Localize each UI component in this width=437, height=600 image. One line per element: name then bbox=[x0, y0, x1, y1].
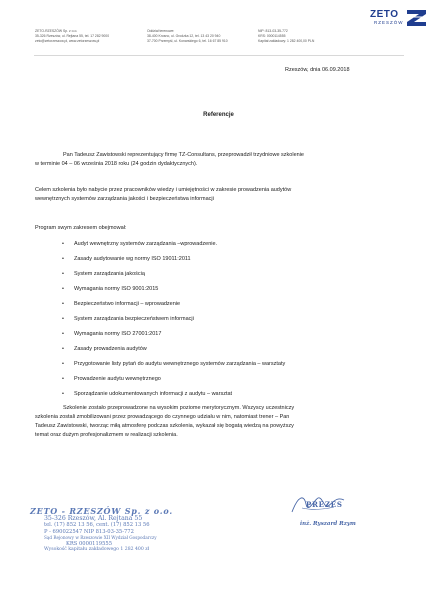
bullet-icon: • bbox=[62, 361, 64, 367]
closing-line-3: Tadeusz Zawistowski, tworząc miłą atmosferę podczas szkolenia, wykazał się bogatą wiedzą na powyższy bbox=[35, 423, 294, 429]
header-registry bbox=[258, 29, 314, 44]
purpose-paragraph bbox=[35, 186, 405, 204]
list-item: • Przygotowanie listy pytań do audytu wewnętrznego systemów zarządzania – warsztaty bbox=[62, 357, 285, 372]
purpose-line-1: Celem szkolenia było nabycie przez pracowników wiedzy i umiejętności w zakresie prowadzenia audytów bbox=[35, 187, 292, 193]
list-item: • System zarządzania bezpieczeństwem informacji bbox=[62, 312, 285, 327]
list-item: • Zasady audytowanie wg normy ISO 19011:2011 bbox=[62, 252, 285, 267]
intro-paragraph bbox=[35, 151, 405, 169]
president-name: inż. Ryszard Rzym bbox=[300, 521, 356, 527]
list-item: • Sporządzanie udokumentowanych informacji z audytu – warsztat bbox=[62, 387, 285, 402]
stamp-court: Sąd Rejonowy w Rzeszowie XII Wydział Gospodarczy bbox=[44, 534, 157, 540]
closing-line-4: temat oraz dużym profesjonalizmem w realizacji szkolenia. bbox=[35, 432, 178, 438]
list-item: • System zarządzania jakością bbox=[62, 267, 285, 282]
header-krs: KRS: 0000114555 bbox=[258, 34, 286, 38]
bullet-icon: • bbox=[62, 286, 64, 292]
header-company-name: ZETO-RZESZÓW Sp. z o.o. bbox=[35, 29, 78, 33]
stamp-phone: tel. (17) 852 13 56, cent. (17) 852 13 56 bbox=[44, 522, 150, 529]
header-capital: Kapitał zakładowy: 1 282 400,00 PLN bbox=[258, 39, 315, 43]
header-branches bbox=[147, 29, 228, 44]
stamp-ids: P - 690022547 NIP 813-03-35-772 bbox=[44, 528, 134, 535]
program-intro: Program swym zakresem obejmował: bbox=[35, 225, 127, 231]
bullet-icon: • bbox=[62, 256, 64, 262]
intro-line-1: Pan Tadeusz Zawistowski reprezentujący firmę TZ-Consultans, przeprowadził trzydniowe szkolenie bbox=[63, 152, 304, 158]
header-contact: zeto@zetorzeszow.pl, www.zetorzeszow.pl bbox=[35, 39, 100, 43]
zeto-logo-icon bbox=[406, 8, 428, 28]
header-branch-przemysl: 37-700 Przemyśl, ul. Konarskiego 6, tel. 16 67 85 910 bbox=[147, 39, 228, 43]
header-branch-krosno: 38-400 Krosno, ul. Grodzka 12, tel. 13 43 20 940 bbox=[147, 34, 221, 38]
bullet-icon: • bbox=[62, 301, 64, 307]
header-nip: NIP: 813-03-35-772 bbox=[258, 29, 288, 33]
bullet-icon: • bbox=[62, 346, 64, 352]
bullet-icon: • bbox=[62, 391, 64, 397]
list-item: • Zasady prowadzenia audytów bbox=[62, 342, 285, 357]
list-item: • Prowadzenie audytu wewnętrznego bbox=[62, 372, 285, 387]
stamp-krs: KRS 0000119555 bbox=[66, 541, 112, 548]
stamp-company-name: ZETO - RZESZÓW Sp. z o.o. bbox=[30, 506, 173, 516]
stamp-address: 35-326 Rzeszów, Al. Rejtana 55 bbox=[44, 515, 143, 522]
stamp-capital: Wysokość kapitału zakładowego 1 282 400 zł bbox=[44, 547, 150, 553]
bullet-icon: • bbox=[62, 376, 64, 382]
list-item: • Wymagania normy ISO 9001:2015 bbox=[62, 282, 285, 297]
list-item: • Audyt wewnętrzny systemów zarządzania –wprowadzenie. bbox=[62, 237, 285, 252]
list-item: • Wymagania normy ISO 27001:2017 bbox=[62, 327, 285, 342]
company-logo-subtitle: RZESZÓW bbox=[374, 20, 404, 25]
bullet-icon: • bbox=[62, 241, 64, 247]
letter-title: Referencje bbox=[203, 112, 234, 118]
header-company-info bbox=[35, 29, 109, 44]
header-branches-label: Oddział terenowe: bbox=[147, 29, 175, 33]
company-logo-text: ZETO bbox=[370, 9, 399, 20]
signature-scribble bbox=[288, 490, 348, 518]
header-divider bbox=[34, 55, 404, 56]
company-stamp bbox=[30, 506, 173, 554]
closing-line-1: Szkolenie zostało przeprowadzone na wysokim poziome merytorycznym. Wszyscy uczestniczy bbox=[63, 405, 295, 411]
purpose-line-2: wewnętrznych systemów zarządzania jakości i bezpieczeństwa informacji bbox=[35, 196, 214, 202]
list-item: • Bezpieczeństwo informacji – wprowadzenie bbox=[62, 297, 285, 312]
president-title: PREZES bbox=[306, 500, 343, 509]
closing-line-2: szkolenia zostali zmobilizowani przez prowadzącego do czynnego udziału w nim, natomiast trener – Pan bbox=[35, 414, 290, 420]
letter-date: Rzeszów, dnia 06.09.2018 bbox=[285, 67, 350, 73]
program-list bbox=[62, 237, 285, 402]
bullet-icon: • bbox=[62, 316, 64, 322]
bullet-icon: • bbox=[62, 271, 64, 277]
intro-line-2: w terminie 04 – 06 września 2018 roku (24 godzin dydaktycznych). bbox=[35, 161, 198, 167]
bullet-icon: • bbox=[62, 331, 64, 337]
header-address: 35-326 Rzeszów, ul. Rejtana 55, tel. 17 282 9000 bbox=[35, 34, 110, 38]
closing-paragraph bbox=[35, 404, 410, 440]
